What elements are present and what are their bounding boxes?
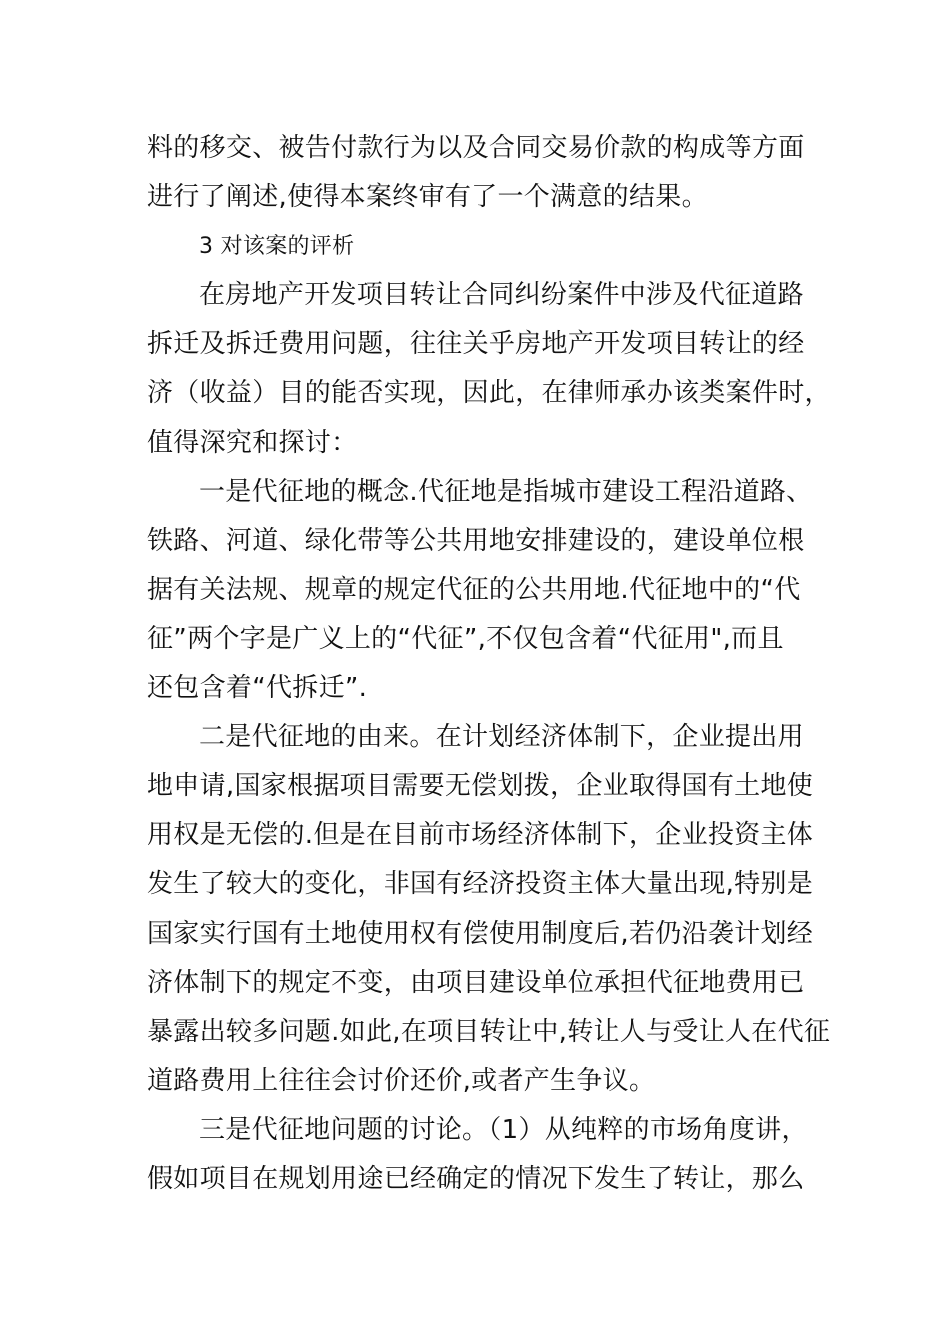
text-line: 暴露出较多问题.如此,在项目转让中,转让人与受让人在代征 <box>147 1016 831 1047</box>
document-body <box>147 124 831 1204</box>
text-line: 拆迁及拆迁费用问题，往往关乎房地产开发项目转让的经 <box>147 329 805 360</box>
text-line: 用权是无偿的.但是在目前市场经济体制下，企业投资主体 <box>147 820 814 851</box>
text-line: 国家实行国有土地使用权有偿使用制度后,若仍沿袭计划经 <box>147 918 814 949</box>
text-line: 值得深究和探讨： <box>147 427 358 458</box>
text-line: 一是代征地的概念.代征地是指城市建设工程沿道路、 <box>199 476 813 507</box>
section-heading: 3 对该案的评析 <box>199 234 355 260</box>
text-line: 铁路、河道、绿化带等公共用地安排建设的，建设单位根 <box>147 525 805 556</box>
text-line: 二是代征地的由来。在计划经济体制下，企业提出用 <box>199 722 804 753</box>
text-line: 三是代征地问题的讨论。（1）从纯粹的市场角度讲， <box>199 1114 808 1145</box>
text-line: 济（收益）目的能否实现，因此，在律师承办该类案件时， <box>147 378 831 409</box>
text-line: 料的移交、被告付款行为以及合同交易价款的构成等方面 <box>147 133 805 163</box>
text-line: 道路费用上往往会讨价还价,或者产生争议。 <box>147 1065 656 1096</box>
text-line: 地申请,国家根据项目需要无偿划拨，企业取得国有土地使 <box>147 771 814 802</box>
text-line: 假如项目在规划用途已经确定的情况下发生了转让，那么 <box>147 1163 805 1194</box>
text-line: 发生了较大的变化，非国有经济投资主体大量出现,特别是 <box>147 869 814 900</box>
text-line: 济体制下的规定不变，由项目建设单位承担代征地费用已 <box>147 967 805 998</box>
text-line: 征”两个字是广义上的“代征”,不仅包含着“代征用",而且 <box>147 623 784 654</box>
text-line: 据有关法规、规章的规定代征的公共用地.代征地中的“代 <box>147 574 801 605</box>
text-line: 进行了阐述,使得本案终审有了一个满意的结果。 <box>147 182 708 213</box>
text-line: 还包含着“代拆迁”. <box>147 673 368 704</box>
text-line: 在房地产开发项目转让合同纠纷案件中涉及代征道路 <box>199 280 804 311</box>
